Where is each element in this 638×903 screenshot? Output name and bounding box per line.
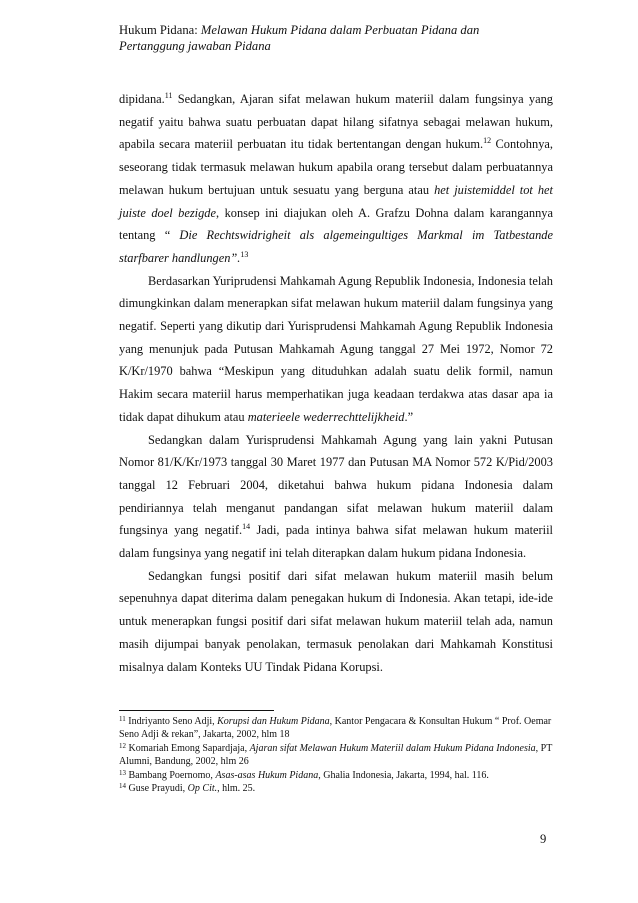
italic-title: Die Rechtswidrigheit als algemeingultiges Markmal im Tatbestande starfbarer handlungen”. [119, 228, 553, 265]
text-run: Bambang Poernomo, [126, 769, 216, 781]
footnote-number: 13 [119, 768, 126, 777]
running-header [119, 22, 559, 54]
text-run: Jadi, pada intinya bahwa sifat melawan hukum materiil dalam fungsinya yang negatif ini telah diterapkan dalam hukum pidana Indonesia. [119, 523, 553, 561]
footnote-12 [119, 742, 553, 769]
text-run: , hlm. 25. [217, 783, 256, 795]
footnote-number: 14 [119, 782, 126, 791]
body-text [119, 88, 553, 678]
footnote-number: 12 [119, 741, 126, 750]
text-run: Indriyanto Seno Adji, [125, 716, 218, 727]
footnote-ref-12[interactable]: 12 [483, 136, 492, 146]
footnote-number: 11 [119, 715, 126, 723]
footnote-14 [119, 782, 553, 795]
text-run: Berdasarkan Yuriprudensi Mahkamah Agung Republik Indonesia, Indonesia telah dimungkinkan dalam menerapkan sifat melawan hukum materiil dalam fungsinya yang negatif. Seperti yang dikutip dari Yurisprudensi Mahkamah Agung Republik Indonesia yang menunjuk pada Putusan Mahkamah Agung tanggal 27 Mei 1972, Nomor 72 K/Kr/1970 bahwa “Meskipun yang dituduhkan adalah suatu delik formil, namun Hakim secara materiil harus memperhatikan juga keadaan terdakwa atas dasar apa ia tidak dapat dihukum atau [119, 273, 553, 424]
footnote-ref-13[interactable]: 13 [240, 249, 249, 259]
footnote-divider [119, 710, 274, 711]
paragraph-3 [119, 429, 553, 565]
text-run: .” [404, 409, 414, 424]
paragraph-1 [119, 88, 553, 270]
italic-title: Asas-asas Hukum Pidana [215, 769, 319, 781]
text-run: Contohnya, seseorang tidak termasuk melawan hukum apabila orang tersebut dalam perbuatannya melawan hukum bertujuan untuk sesuatu yang berguna atau [119, 137, 553, 197]
footnote-13 [119, 769, 553, 782]
text-run: , konsep ini diajukan oleh A. Grafzu Dohna dalam karangannya tentang “ [119, 205, 553, 243]
text-run: dipidana. [119, 92, 165, 106]
footnote-11 [119, 715, 553, 742]
paragraph-4 [119, 565, 553, 679]
text-run: Komariah Emong Sapardjaja, [126, 742, 250, 754]
text-run: Sedangkan fungsi positif dari sifat melawan hukum materiil masih belum sepenuhnya dapat diterima dalam penegakan hukum di Indonesia. Akan tetapi, ide-ide untuk menerapkan fungsi positif dari sifat melawan hukum materiil telah ada, namun masih dijumpai banyak penolakan, termasuk penolakan dari Mahkamah Konstitusi misalnya dalam Konteks UU Tindak Pidana Korupsi. [119, 568, 553, 674]
header-subtitle-line2: Pertanggung jawaban Pidana [119, 39, 271, 53]
text-run: Sedangkan dalam Yurisprudensi Mahkamah Agung yang lain yakni Putusan Nomor 81/K/Kr/1973 tanggal 30 Maret 1977 dan Putusan MA Nomor 572 K/Pid/2003 tanggal 12 Februari 2004, diketahui bahwa hukum pidana Indonesia dalam pendiriannya telah menganut pandangan sifat melawan hukum materiil dalam fungsinya yang negatif. [119, 432, 553, 538]
page-number: 9 [540, 832, 547, 846]
italic-term: materieele wederrechttelijkheid [247, 409, 405, 424]
footnote-ref-11[interactable]: 11 [164, 91, 173, 100]
paragraph-2 [119, 270, 553, 429]
footnotes [119, 715, 553, 795]
italic-term: het juistemiddel tot het juiste doel bezigde [119, 182, 553, 220]
text-run: , Ghalia Indonesia, Jakarta, 1994, hal. 116. [318, 769, 489, 781]
text-run: , PT Alumni, Bandung, 2002, hlm 26 [119, 742, 553, 768]
header-title: Hukum Pidana: [119, 23, 201, 37]
text-run: Sedangkan, Ajaran sifat melawan hukum materiil dalam fungsinya yang negatif yaitu bahwa suatu perbuatan dapat hilang sifatnya sebagai melawan hukum, apabila secara materiil perbuatan itu tidak bertentangan dengan hukum. [119, 92, 553, 152]
text-run: Guse Prayudi, [126, 783, 188, 795]
italic-title: Korupsi dan Hukum Pidana [217, 716, 330, 727]
text-run: , Kantor Pengacara & Konsultan Hukum “ Prof. Oemar Seno Adji & rekan”, Jakarta, 2002, hlm 18 [119, 716, 552, 741]
header-subtitle: Melawan Hukum Pidana dalam Perbuatan Pidana dan [200, 23, 480, 37]
italic-title: Op Cit. [187, 783, 218, 795]
italic-title: Ajaran sifat Melawan Hukum Materiil dalam Hukum Pidana Indonesia [249, 742, 536, 754]
footnote-ref-14[interactable]: 14 [242, 522, 251, 532]
